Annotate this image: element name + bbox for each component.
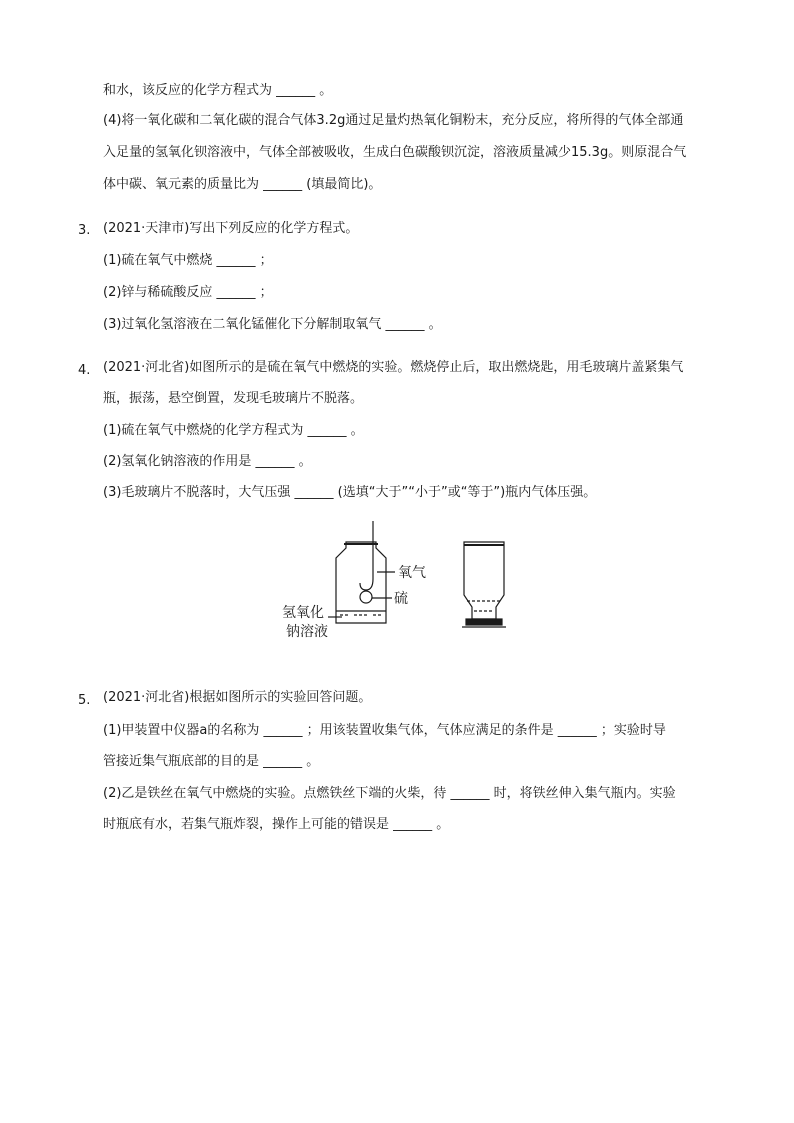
q2-line-1: 和水，该反应的化学方程式为 ______ 。 [103, 83, 333, 98]
q5-sub1-line2: 管接近集气瓶底部的目的是 ______ 。 [103, 754, 320, 769]
sulfur-combustion-figure [280, 515, 520, 645]
q3-stem: (2021·天津市)写出下列反应的化学方程式。 [103, 221, 359, 236]
q5-sub2-line2: 时瓶底有水，若集气瓶炸裂，操作上可能的错误是 ______ 。 [103, 817, 450, 832]
label-oxygen: 氧气 [398, 565, 426, 581]
q4-stem-2: 瓶，振荡，悬空倒置，发现毛玻璃片不脱落。 [103, 391, 364, 406]
combustion-spoon [360, 591, 372, 603]
label-naoh-line1: 氢氧化 [282, 605, 324, 621]
q4-sub-1: (1)硫在氧气中燃烧的化学方程式为 ______ 。 [103, 423, 364, 438]
q2-line-4: 体中碳、氧元素的质量比为 ______ (填最简比)。 [103, 177, 382, 192]
q4-number: 4. [78, 363, 91, 378]
label-sulfur: 硫 [394, 591, 408, 607]
q4-stem-1: (2021·河北省)如图所示的是硫在氧气中燃烧的实验。燃烧停止后，取出燃烧匙，用毛玻璃片盖紧集气 [103, 360, 684, 375]
q4-sub-3: (3)毛玻璃片不脱落时，大气压强 ______ (选填“大于”“小于”或“等于”)瓶内气体压强。 [103, 485, 597, 500]
q2-line-3: 入足量的氢氧化钡溶液中，气体全部被吸收，生成白色碳酸钡沉淀，溶液质量减少15.3g。则原混合气 [103, 145, 687, 160]
q3-number: 3. [78, 223, 91, 238]
q3-sub-2: (2)锌与稀硫酸反应 ______ ； [103, 285, 273, 300]
apparatus-diagram [280, 515, 520, 645]
spoon-rod-inner [360, 579, 373, 590]
q2-line-2: (4)将一氧化碳和二氧化碳的混合气体3.2g通过足量灼热氧化铜粉末，充分反应，将所得的气体全部通 [103, 113, 684, 128]
q3-sub-3: (3)过氧化氢溶液在二氧化锰催化下分解制取氧气 ______ 。 [103, 317, 442, 332]
right-bottle-outline [464, 542, 504, 619]
label-naoh-line2: 钠溶液 [286, 624, 328, 640]
q4-sub-2: (2)氢氧化钠溶液的作用是 ______ 。 [103, 454, 312, 469]
q5-number: 5. [78, 693, 91, 708]
q5-sub2-line1: (2)乙是铁丝在氧气中燃烧的实验。点燃铁丝下端的火柴，待 ______ 时，将铁丝伸入集气瓶内。实验 [103, 786, 676, 801]
q3-sub-1: (1)硫在氧气中燃烧 ______ ； [103, 253, 273, 268]
q5-sub1-line1: (1)甲装置中仪器a的名称为 ______ ；用该装置收集气体，气体应满足的条件是 ______ ；实验时导 [103, 723, 666, 738]
q5-stem: (2021·河北省)根据如图所示的实验回答问题。 [103, 690, 372, 705]
ground-glass-plate [466, 619, 502, 625]
